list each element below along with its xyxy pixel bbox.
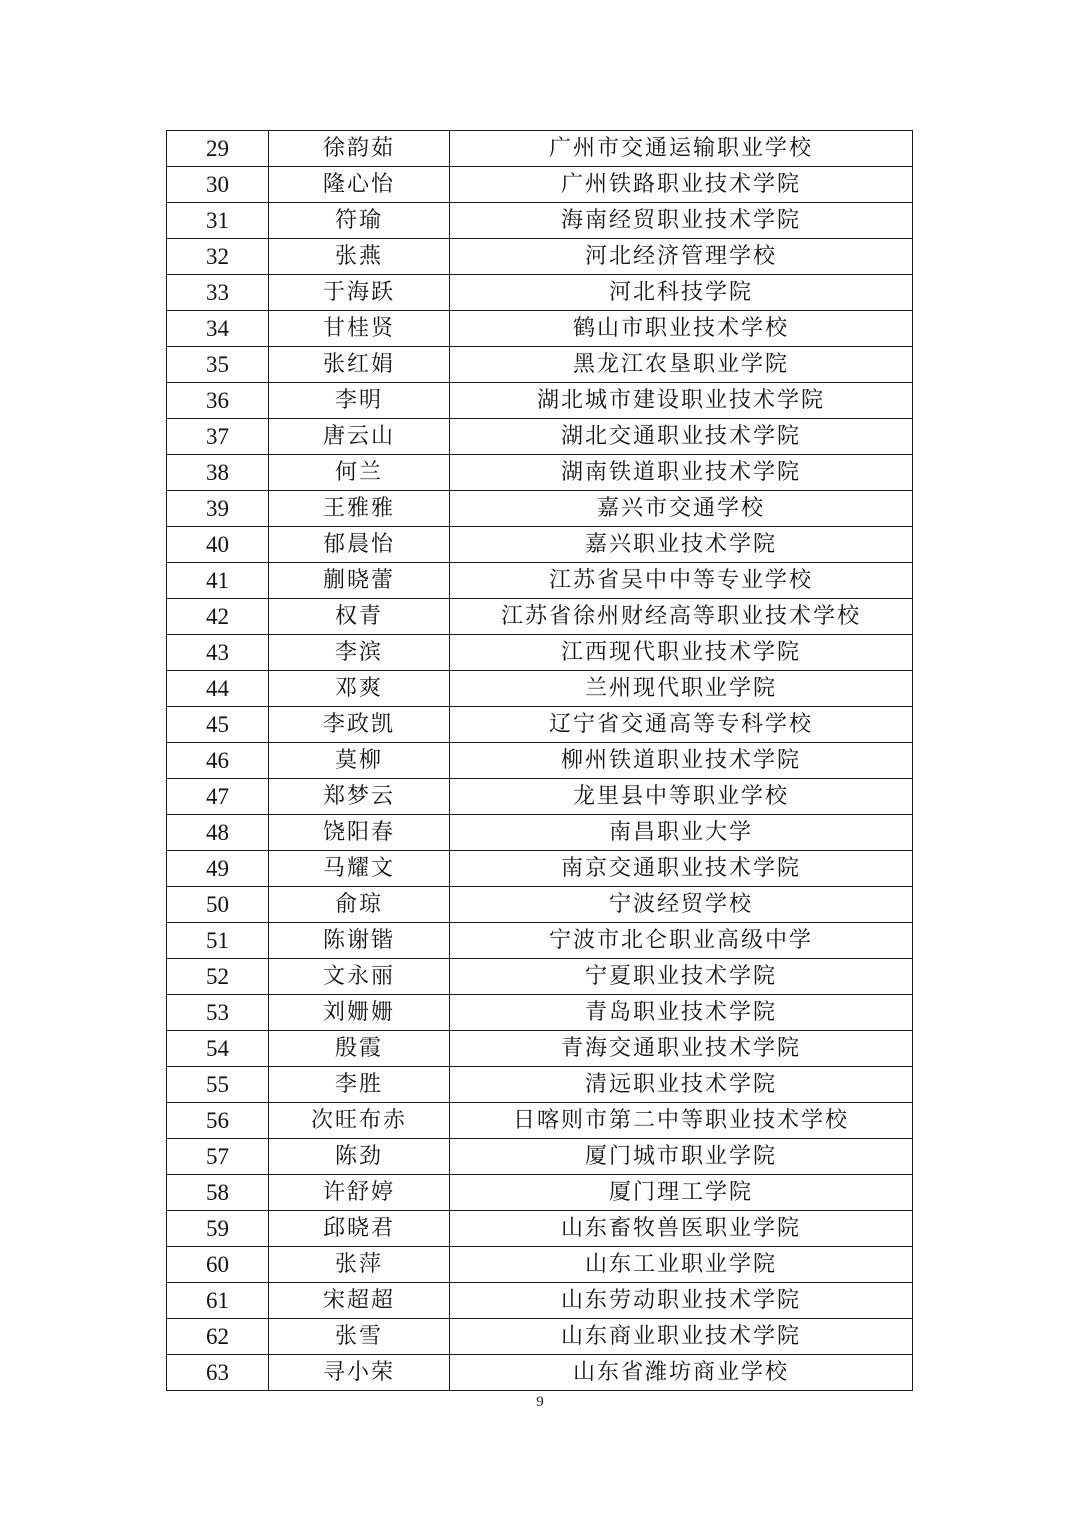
school-name-cell: 宁波市北仑职业高级中学	[450, 923, 913, 959]
school-name-cell: 湖北交通职业技术学院	[450, 419, 913, 455]
row-number-cell: 40	[167, 527, 269, 563]
row-number-cell: 42	[167, 599, 269, 635]
table-row	[167, 455, 913, 491]
row-number-cell: 58	[167, 1175, 269, 1211]
table-row	[167, 275, 913, 311]
row-number-cell: 46	[167, 743, 269, 779]
row-number-cell: 35	[167, 347, 269, 383]
person-name-cell: 莫柳	[269, 743, 450, 779]
table-row	[167, 995, 913, 1031]
table-row	[167, 599, 913, 635]
school-name-cell: 江苏省吴中中等专业学校	[450, 563, 913, 599]
table-row	[167, 311, 913, 347]
table-row	[167, 1211, 913, 1247]
person-name-cell: 于海跃	[269, 275, 450, 311]
row-number-cell: 59	[167, 1211, 269, 1247]
row-number-cell: 39	[167, 491, 269, 527]
school-name-cell: 河北经济管理学校	[450, 239, 913, 275]
row-number-cell: 53	[167, 995, 269, 1031]
table-row	[167, 1319, 913, 1355]
roster-table	[166, 130, 913, 1391]
person-name-cell: 张雪	[269, 1319, 450, 1355]
row-number-cell: 36	[167, 383, 269, 419]
school-name-cell: 广州铁路职业技术学院	[450, 167, 913, 203]
row-number-cell: 60	[167, 1247, 269, 1283]
person-name-cell: 俞琼	[269, 887, 450, 923]
person-name-cell: 张燕	[269, 239, 450, 275]
table-row	[167, 887, 913, 923]
row-number-cell: 33	[167, 275, 269, 311]
school-name-cell: 青海交通职业技术学院	[450, 1031, 913, 1067]
table-row	[167, 563, 913, 599]
row-number-cell: 30	[167, 167, 269, 203]
school-name-cell: 湖北城市建设职业技术学院	[450, 383, 913, 419]
row-number-cell: 51	[167, 923, 269, 959]
table-row	[167, 815, 913, 851]
table-row	[167, 959, 913, 995]
school-name-cell: 鹤山市职业技术学校	[450, 311, 913, 347]
school-name-cell: 嘉兴职业技术学院	[450, 527, 913, 563]
table-row	[167, 1355, 913, 1391]
table-row	[167, 239, 913, 275]
table-row	[167, 1175, 913, 1211]
school-name-cell: 宁波经贸学校	[450, 887, 913, 923]
person-name-cell: 刘姗姗	[269, 995, 450, 1031]
table-row	[167, 1283, 913, 1319]
school-name-cell: 河北科技学院	[450, 275, 913, 311]
table-row	[167, 1067, 913, 1103]
row-number-cell: 49	[167, 851, 269, 887]
table-row	[167, 743, 913, 779]
table-row	[167, 923, 913, 959]
row-number-cell: 55	[167, 1067, 269, 1103]
school-name-cell: 湖南铁道职业技术学院	[450, 455, 913, 491]
row-number-cell: 45	[167, 707, 269, 743]
row-number-cell: 50	[167, 887, 269, 923]
table-row	[167, 1103, 913, 1139]
person-name-cell: 张萍	[269, 1247, 450, 1283]
person-name-cell: 郑梦云	[269, 779, 450, 815]
row-number-cell: 38	[167, 455, 269, 491]
row-number-cell: 56	[167, 1103, 269, 1139]
person-name-cell: 饶阳春	[269, 815, 450, 851]
table-row	[167, 851, 913, 887]
table-row	[167, 383, 913, 419]
person-name-cell: 甘桂贤	[269, 311, 450, 347]
row-number-cell: 62	[167, 1319, 269, 1355]
person-name-cell: 李胜	[269, 1067, 450, 1103]
school-name-cell: 辽宁省交通高等专科学校	[450, 707, 913, 743]
person-name-cell: 何兰	[269, 455, 450, 491]
school-name-cell: 宁夏职业技术学院	[450, 959, 913, 995]
school-name-cell: 日喀则市第二中等职业技术学校	[450, 1103, 913, 1139]
school-name-cell: 山东工业职业学院	[450, 1247, 913, 1283]
school-name-cell: 清远职业技术学院	[450, 1067, 913, 1103]
row-number-cell: 47	[167, 779, 269, 815]
person-name-cell: 隆心怡	[269, 167, 450, 203]
person-name-cell: 马耀文	[269, 851, 450, 887]
table-row	[167, 1139, 913, 1175]
table-row	[167, 707, 913, 743]
person-name-cell: 李滨	[269, 635, 450, 671]
person-name-cell: 王雅雅	[269, 491, 450, 527]
person-name-cell: 蒯晓蕾	[269, 563, 450, 599]
school-name-cell: 嘉兴市交通学校	[450, 491, 913, 527]
person-name-cell: 徐韵茹	[269, 131, 450, 167]
row-number-cell: 48	[167, 815, 269, 851]
page-number: 9	[536, 1394, 544, 1410]
row-number-cell: 37	[167, 419, 269, 455]
person-name-cell: 邓爽	[269, 671, 450, 707]
table-row	[167, 527, 913, 563]
school-name-cell: 黑龙江农垦职业学院	[450, 347, 913, 383]
row-number-cell: 63	[167, 1355, 269, 1391]
person-name-cell: 张红娟	[269, 347, 450, 383]
school-name-cell: 海南经贸职业技术学院	[450, 203, 913, 239]
school-name-cell: 厦门城市职业学院	[450, 1139, 913, 1175]
row-number-cell: 41	[167, 563, 269, 599]
person-name-cell: 次旺布赤	[269, 1103, 450, 1139]
row-number-cell: 57	[167, 1139, 269, 1175]
person-name-cell: 寻小荣	[269, 1355, 450, 1391]
table-row	[167, 203, 913, 239]
school-name-cell: 山东商业职业技术学院	[450, 1319, 913, 1355]
school-name-cell: 山东劳动职业技术学院	[450, 1283, 913, 1319]
person-name-cell: 陈劲	[269, 1139, 450, 1175]
person-name-cell: 殷霞	[269, 1031, 450, 1067]
row-number-cell: 54	[167, 1031, 269, 1067]
school-name-cell: 江西现代职业技术学院	[450, 635, 913, 671]
person-name-cell: 许舒婷	[269, 1175, 450, 1211]
school-name-cell: 山东省潍坊商业学校	[450, 1355, 913, 1391]
person-name-cell: 宋超超	[269, 1283, 450, 1319]
row-number-cell: 31	[167, 203, 269, 239]
school-name-cell: 南京交通职业技术学院	[450, 851, 913, 887]
school-name-cell: 南昌职业大学	[450, 815, 913, 851]
table-row	[167, 347, 913, 383]
table-row	[167, 1247, 913, 1283]
table-row	[167, 671, 913, 707]
roster-table-body	[167, 131, 913, 1391]
row-number-cell: 34	[167, 311, 269, 347]
table-row	[167, 131, 913, 167]
school-name-cell: 广州市交通运输职业学校	[450, 131, 913, 167]
school-name-cell: 江苏省徐州财经高等职业技术学校	[450, 599, 913, 635]
school-name-cell: 厦门理工学院	[450, 1175, 913, 1211]
roster-table-container	[166, 130, 913, 1391]
person-name-cell: 唐云山	[269, 419, 450, 455]
row-number-cell: 44	[167, 671, 269, 707]
row-number-cell: 61	[167, 1283, 269, 1319]
person-name-cell: 文永丽	[269, 959, 450, 995]
table-row	[167, 779, 913, 815]
row-number-cell: 32	[167, 239, 269, 275]
person-name-cell: 郁晨怡	[269, 527, 450, 563]
person-name-cell: 符瑜	[269, 203, 450, 239]
school-name-cell: 青岛职业技术学院	[450, 995, 913, 1031]
person-name-cell: 李政凯	[269, 707, 450, 743]
person-name-cell: 李明	[269, 383, 450, 419]
person-name-cell: 权青	[269, 599, 450, 635]
row-number-cell: 43	[167, 635, 269, 671]
table-row	[167, 419, 913, 455]
table-row	[167, 491, 913, 527]
person-name-cell: 陈谢锴	[269, 923, 450, 959]
person-name-cell: 邱晓君	[269, 1211, 450, 1247]
school-name-cell: 柳州铁道职业技术学院	[450, 743, 913, 779]
row-number-cell: 52	[167, 959, 269, 995]
table-row	[167, 1031, 913, 1067]
row-number-cell: 29	[167, 131, 269, 167]
school-name-cell: 龙里县中等职业学校	[450, 779, 913, 815]
school-name-cell: 山东畜牧兽医职业学院	[450, 1211, 913, 1247]
table-row	[167, 635, 913, 671]
table-row	[167, 167, 913, 203]
school-name-cell: 兰州现代职业学院	[450, 671, 913, 707]
